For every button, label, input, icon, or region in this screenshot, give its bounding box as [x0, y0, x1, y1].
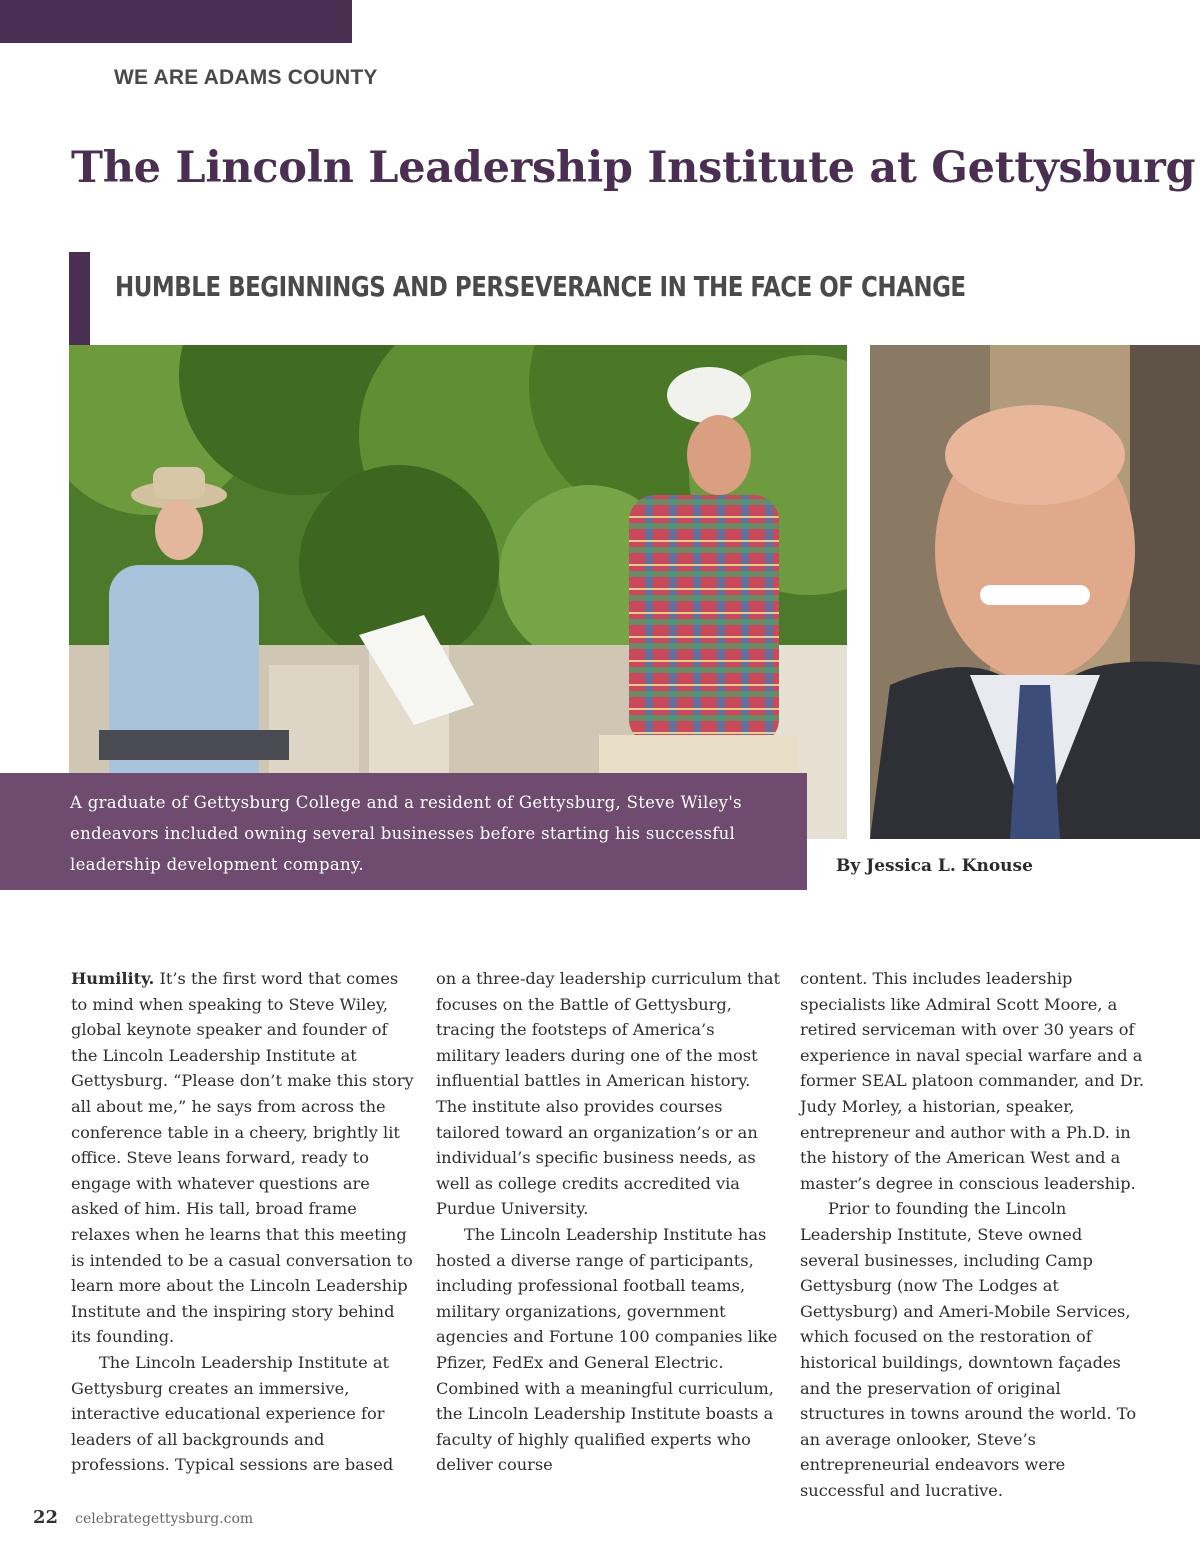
lead-word: Humility.: [71, 969, 155, 988]
article-column-2: [436, 966, 781, 1478]
photo-steve-wiley-speaking-outdoors: [69, 345, 847, 839]
paragraph: on a three-day leadership curriculum that focuses on the Battle of Gettysburg, tracing the footsteps of America’s military leaders during one of the most influential battles in American history. The institute also provides courses tailored toward an organization’s or an individual’s specific business needs, as well as college credits accredited via Purdue University.: [436, 969, 781, 1219]
page-footer: [33, 1507, 253, 1528]
byline: By Jessica L. Knouse: [836, 856, 1033, 876]
article-column-1: [71, 966, 416, 1478]
website-link[interactable]: celebrategettysburg.com: [75, 1511, 254, 1527]
section-label: WE ARE ADAMS COUNTY: [114, 66, 378, 89]
page-number: 22: [33, 1507, 59, 1528]
photo-caption: A graduate of Gettysburg College and a resident of Gettysburg, Steve Wiley's endeavors included owning several businesses before starting his successful leadership development company.: [70, 793, 742, 874]
paragraph: The Lincoln Leadership Institute has hosted a diverse range of participants, including professional football teams, military organizations, government agencies and Fortune 100 companies like Pfizer, FedEx and General Electric. Combined with a meaningful curriculum, the Lincoln Leadership Institute boasts a faculty of highly qualified experts who deliver course: [436, 1224, 778, 1475]
subtitle-accent-bar: [69, 252, 90, 346]
paragraph: Prior to founding the Lincoln Leadership Institute, Steve owned several businesses, including Camp Gettysburg (now The Lodges at Gettysburg) and Ameri-Mobile Services, which focused on the restoration of historical buildings, downtown façades and the preservation of original structures in towns around the world. To an average onlooker, Steve’s entrepreneurial endeavors were successful and lucrative.: [800, 1199, 1137, 1500]
paragraph-text: It’s the first word that comes to mind when speaking to Steve Wiley, global keynote speaker and founder of the Lincoln Leadership Institute at Gettysburg. “Please don’t make this story all about me,” he says from across the conference table in a cheery, brightly lit office. Steve leans forward, ready to engage with whatever questions are asked of him. His tall, broad frame relaxes when he learns that this meeting is intended to be a casual conversation to learn more about the Lincoln Leadership Institute and the inspiring story behind its founding.: [71, 969, 414, 1347]
paragraph: The Lincoln Leadership Institute at Gettysburg creates an immersive, interactive educational experience for leaders of all backgrounds and professions. Typical sessions are based: [71, 1352, 394, 1475]
top-accent-bar: [0, 0, 352, 43]
paragraph: [71, 966, 416, 1350]
paragraph: content. This includes leadership specialists like Admiral Scott Moore, a retired serviceman with over 30 years of experience in naval special warfare and a former SEAL platoon commander, and Dr. Judy Morley, a historian, speaker, entrepreneur and author with a Ph.D. in the history of the American West and a master’s degree in conscious leadership.: [800, 969, 1144, 1193]
photo-steve-wiley-portrait: [870, 345, 1200, 839]
article-subtitle: HUMBLE BEGINNINGS AND PERSEVERANCE IN THE FACE OF CHANGE: [115, 270, 966, 303]
article-column-3: [800, 966, 1145, 1503]
article-title: The Lincoln Leadership Institute at Gettysburg: [71, 143, 1196, 193]
